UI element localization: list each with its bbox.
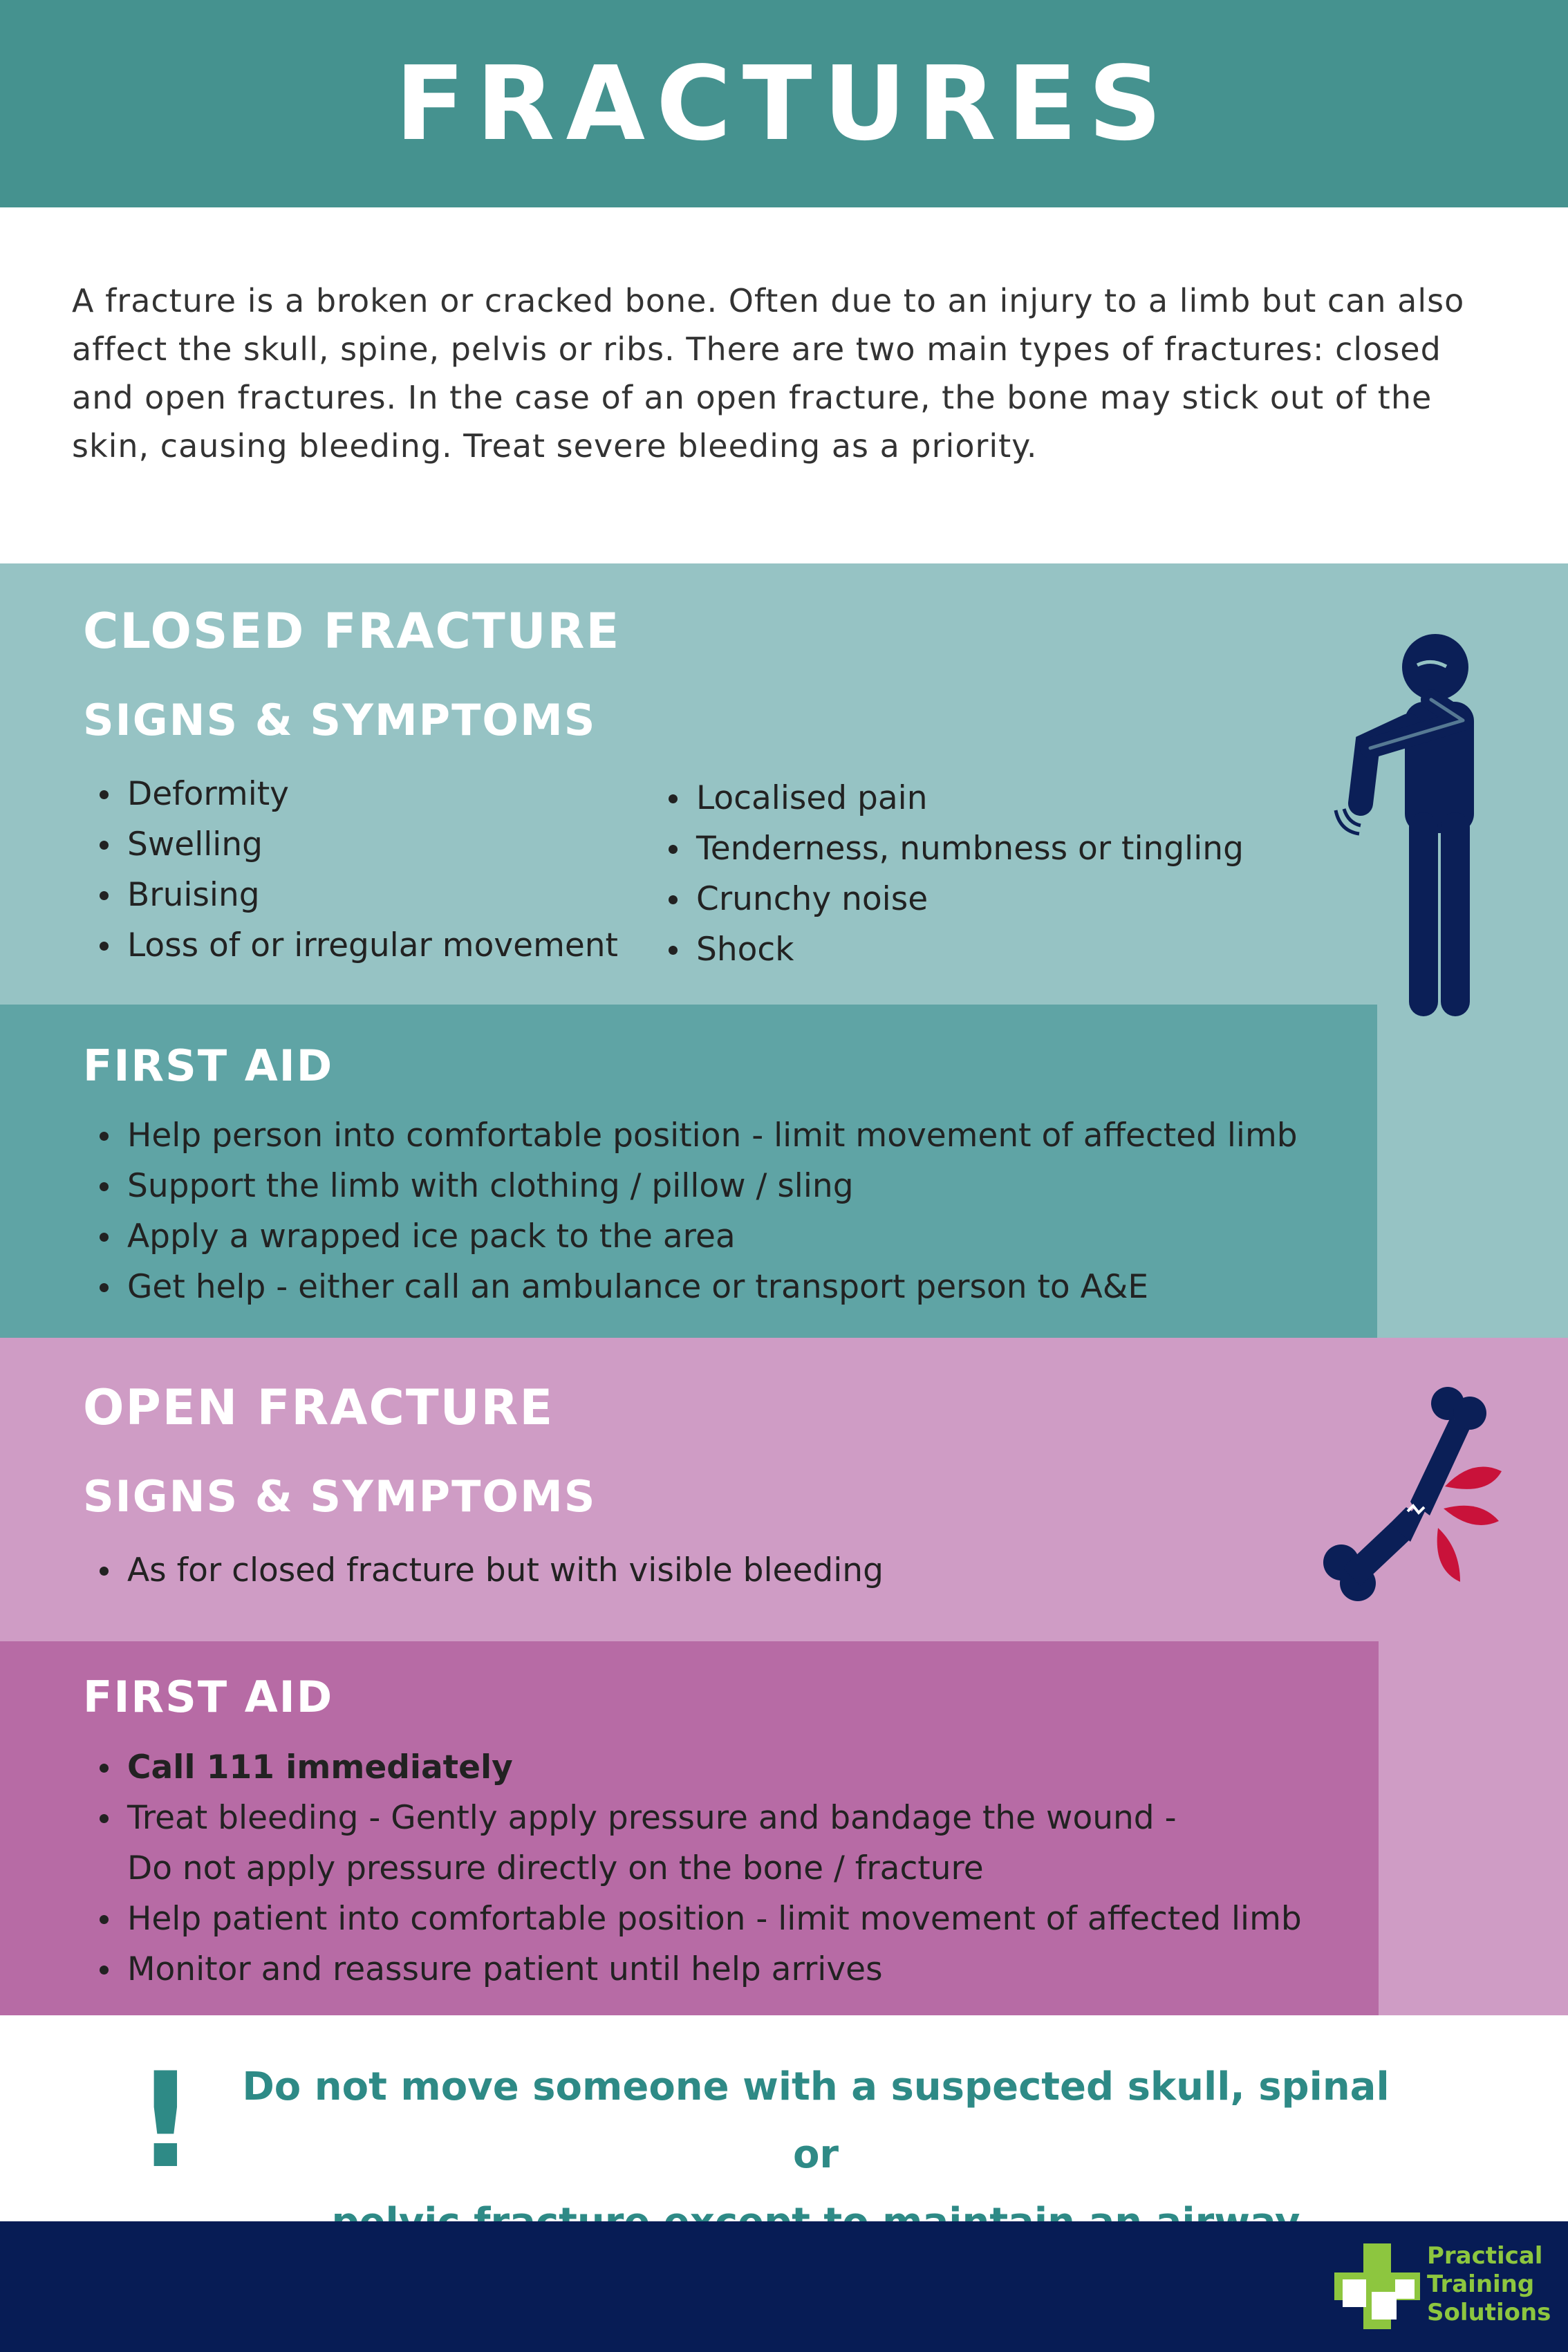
- list-item: Deformity: [83, 769, 650, 819]
- treat-line-2: Do not apply pressure directly on the bone / fracture: [127, 1849, 984, 1887]
- list-item: Help patient into comfortable position - limit movement of affected limb: [83, 1894, 1369, 1944]
- open-signs-heading: SIGNS & SYMPTOMS: [83, 1471, 597, 1522]
- closed-first-aid-list: [83, 1110, 1369, 1312]
- list-item: Apply a wrapped ice pack to the area: [83, 1211, 1369, 1262]
- list-item: Shock: [652, 924, 1316, 975]
- list-item: Get help - either call an ambulance or transport person to A&E: [83, 1262, 1369, 1312]
- list-item: Help person into comfortable position - limit movement of affected limb: [83, 1110, 1369, 1161]
- page-title: FRACTURES: [395, 44, 1173, 163]
- closed-signs-list-left: [83, 769, 650, 971]
- person-holding-arm-icon: [1327, 622, 1521, 1023]
- list-item: Tenderness, numbness or tingling: [652, 823, 1316, 874]
- list-item: Localised pain: [652, 773, 1316, 823]
- open-first-aid-heading: FIRST AID: [83, 1672, 334, 1722]
- closed-signs-list-right: [652, 773, 1316, 975]
- broken-bone-bleeding-icon: [1307, 1376, 1514, 1604]
- list-item: Support the limb with clothing / pillow / sling: [83, 1161, 1369, 1211]
- logo-line: Training: [1427, 2270, 1535, 2298]
- warning-line-1: Do not move someone with a suspected skull, spinal or: [242, 2064, 1390, 2177]
- closed-fracture-heading: CLOSED FRACTURE: [83, 603, 621, 660]
- treat-line-1: Treat bleeding - Gently apply pressure and bandage the wound -: [127, 1799, 1177, 1837]
- closed-first-aid-heading: FIRST AID: [83, 1040, 334, 1091]
- open-fracture-heading: OPEN FRACTURE: [83, 1379, 554, 1436]
- list-item: Loss of or irregular movement: [83, 920, 650, 971]
- list-item: Monitor and reassure patient until help arrives: [83, 1944, 1369, 1995]
- logo-line: Practical: [1427, 2242, 1543, 2270]
- title-banner: [0, 0, 1568, 207]
- footer-bar: [0, 2221, 1568, 2352]
- closed-signs-heading: SIGNS & SYMPTOMS: [83, 695, 597, 745]
- logo-wordmark: [1427, 2242, 1551, 2327]
- list-item: Crunchy noise: [652, 874, 1316, 924]
- list-item: Swelling: [83, 819, 650, 870]
- list-item: Call 111 immediately: [83, 1742, 1369, 1793]
- exclamation-icon: !: [136, 2044, 196, 2197]
- open-signs-list: [83, 1545, 1189, 1596]
- open-first-aid-list: [83, 1742, 1369, 1995]
- logo-line: Solutions: [1427, 2299, 1551, 2326]
- list-item: [83, 1793, 1369, 1894]
- list-item: Bruising: [83, 870, 650, 920]
- intro-paragraph: A fracture is a broken or cracked bone. Often due to an injury to a limb but can also affect the skull, spine, pelvis or ribs. There are two main types of fractures: closed and open fractures. In the case of an open fracture, the bone may stick out of the skin, causing bleeding. Treat severe bleeding as a priority.: [72, 282, 1465, 465]
- plus-cross-icon: [1334, 2243, 1420, 2329]
- list-item: As for closed fracture but with visible bleeding: [83, 1545, 1189, 1596]
